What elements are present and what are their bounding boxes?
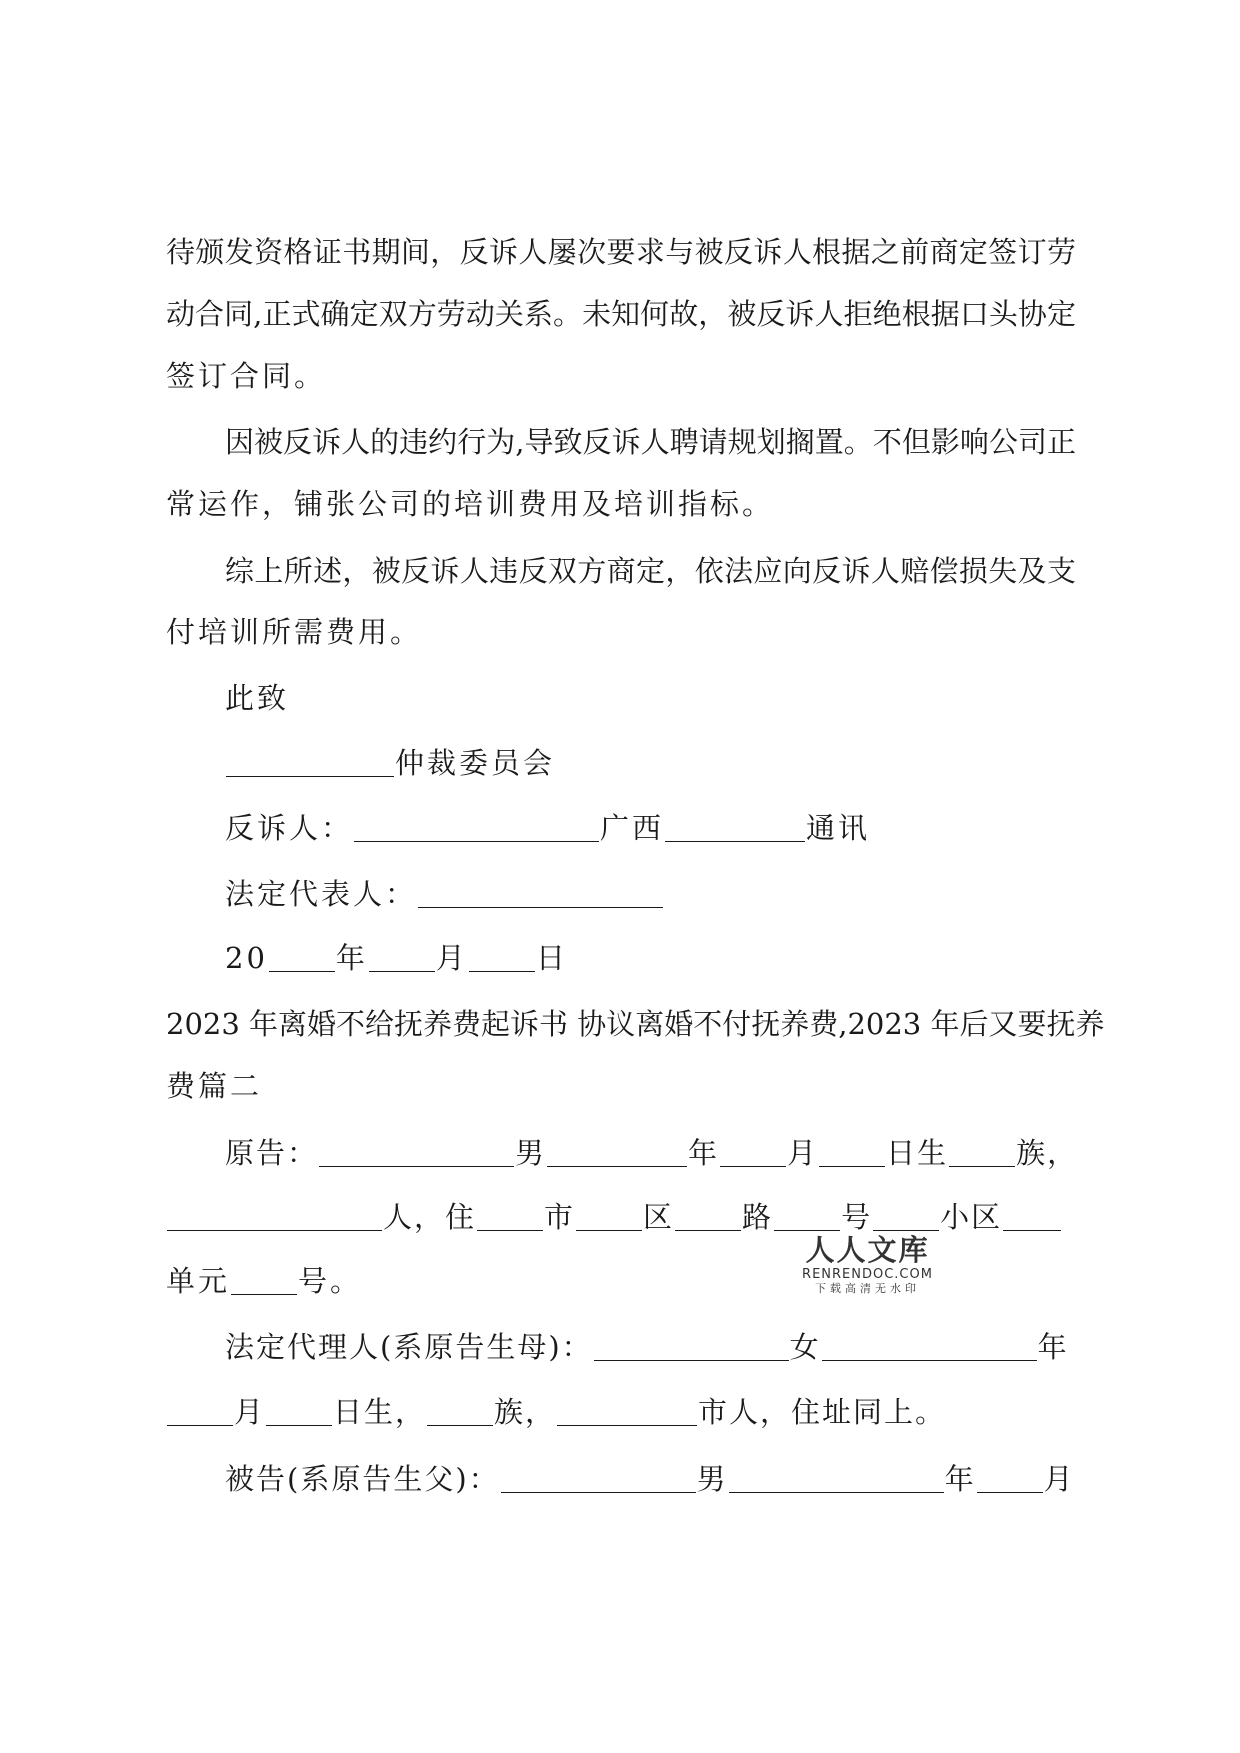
blank-field <box>167 1200 382 1231</box>
legal-agent-details-line <box>166 1390 1076 1434</box>
date-line <box>225 936 1135 980</box>
label: 日生 <box>886 1136 949 1170</box>
watermark-url: RENRENDOC.COM <box>802 1267 933 1282</box>
label: 族， <box>494 1395 557 1429</box>
blank-field <box>720 1136 786 1167</box>
legal-rep-line <box>225 872 1135 916</box>
label: 年 <box>1037 1330 1069 1364</box>
paragraph-line: 常运作，铺张公司的培训费用及培训指标。 <box>166 487 775 521</box>
paragraph-line: 签订合同。 <box>166 359 327 393</box>
blank-field <box>369 941 435 972</box>
label: 号 <box>841 1200 873 1234</box>
blank-field <box>266 1395 332 1426</box>
label: 法定代理人(系原告生母)： <box>225 1330 593 1364</box>
blank-field <box>557 1395 697 1426</box>
blank-field <box>501 1462 696 1493</box>
blank-field <box>477 1200 543 1231</box>
blank-field <box>665 811 805 842</box>
blank-field <box>354 811 599 842</box>
label: 号。 <box>298 1264 363 1298</box>
watermark-subtitle: 下载高清无水印 <box>815 1282 920 1295</box>
label: 反诉人： <box>225 811 354 845</box>
plaintiff-line <box>225 1131 1135 1175</box>
blank-field <box>547 1136 687 1167</box>
label: 小区 <box>940 1200 1003 1234</box>
label: 月 <box>234 1395 266 1429</box>
label: 年 <box>688 1136 720 1170</box>
blank-field <box>427 1395 493 1426</box>
blank-field <box>226 746 394 777</box>
defendant-line <box>225 1457 1135 1501</box>
plaintiff-unit-line <box>166 1259 1076 1303</box>
paragraph-line: 因被反诉人的违约行为,导致反诉人聘请规划搁置。不但影响公司正 <box>225 425 1076 459</box>
blank-field <box>819 1136 885 1167</box>
blank-field <box>469 941 535 972</box>
blank-field <box>576 1200 642 1231</box>
label: 法定代表人： <box>225 877 418 911</box>
label: 路 <box>742 1200 774 1234</box>
blank-field <box>1003 1200 1061 1231</box>
watermark-logo <box>800 1233 935 1295</box>
label: 20 <box>225 941 268 975</box>
blank-field <box>822 1330 1037 1361</box>
plaintiff-address-line <box>166 1195 1076 1239</box>
addressee-line <box>225 741 1135 785</box>
paragraph-line: 付培训所需费用。 <box>166 615 423 649</box>
addressee-text: 仲裁委员会 <box>395 746 556 780</box>
label: 男 <box>696 1462 728 1496</box>
label: 人，住 <box>383 1200 477 1234</box>
blank-field <box>873 1200 939 1231</box>
legal-agent-line <box>225 1325 1135 1369</box>
paragraph-line: 动合同,正式确定双方劳动关系。未知何故，被反诉人拒绝根据口头协定 <box>166 297 1076 331</box>
label: 年 <box>335 941 368 975</box>
label: 原告： <box>225 1136 319 1170</box>
blank-field <box>949 1136 1015 1167</box>
blank-field <box>977 1462 1043 1493</box>
label: 年 <box>944 1462 976 1496</box>
label: 市人，住址同上。 <box>698 1395 947 1429</box>
label: 男 <box>515 1136 547 1170</box>
blank-field <box>675 1200 741 1231</box>
label: 日 <box>535 941 568 975</box>
label: 区 <box>643 1200 675 1234</box>
section-title-line: 费篇二 <box>166 1069 263 1103</box>
label: 女 <box>789 1330 821 1364</box>
label: 月 <box>1043 1462 1075 1496</box>
blank-field <box>729 1462 944 1493</box>
section-title-line: 2023 年离婚不给抚养费起诉书 协议离婚不付抚养费,2023 年后又要抚养 <box>166 1007 1105 1041</box>
blank-field <box>269 941 335 972</box>
label: 月 <box>787 1136 819 1170</box>
paragraph-line: 综上所述，被反诉人违反双方商定，依法应向反诉人赔偿损失及支 <box>225 554 1076 588</box>
blank-field <box>774 1200 840 1231</box>
label: 日生， <box>333 1395 427 1429</box>
salutation: 此致 <box>225 681 290 715</box>
blank-field <box>418 877 663 908</box>
label: 市 <box>544 1200 576 1234</box>
label: 通讯 <box>806 811 871 845</box>
blank-field <box>319 1136 514 1167</box>
watermark-title: 人人文库 <box>805 1233 930 1267</box>
label: 广西 <box>600 811 665 845</box>
label: 族， <box>1016 1136 1079 1170</box>
label: 单元 <box>166 1264 231 1298</box>
label: 月 <box>435 941 468 975</box>
paragraph-line: 待颁发资格证书期间，反诉人屡次要求与被反诉人根据之前商定签订劳 <box>166 235 1076 269</box>
blank-field <box>167 1395 233 1426</box>
blank-field <box>594 1330 789 1361</box>
counter-claimant-line <box>225 806 1135 850</box>
label: 被告(系原告生父)： <box>225 1462 500 1496</box>
blank-field <box>231 1264 297 1295</box>
